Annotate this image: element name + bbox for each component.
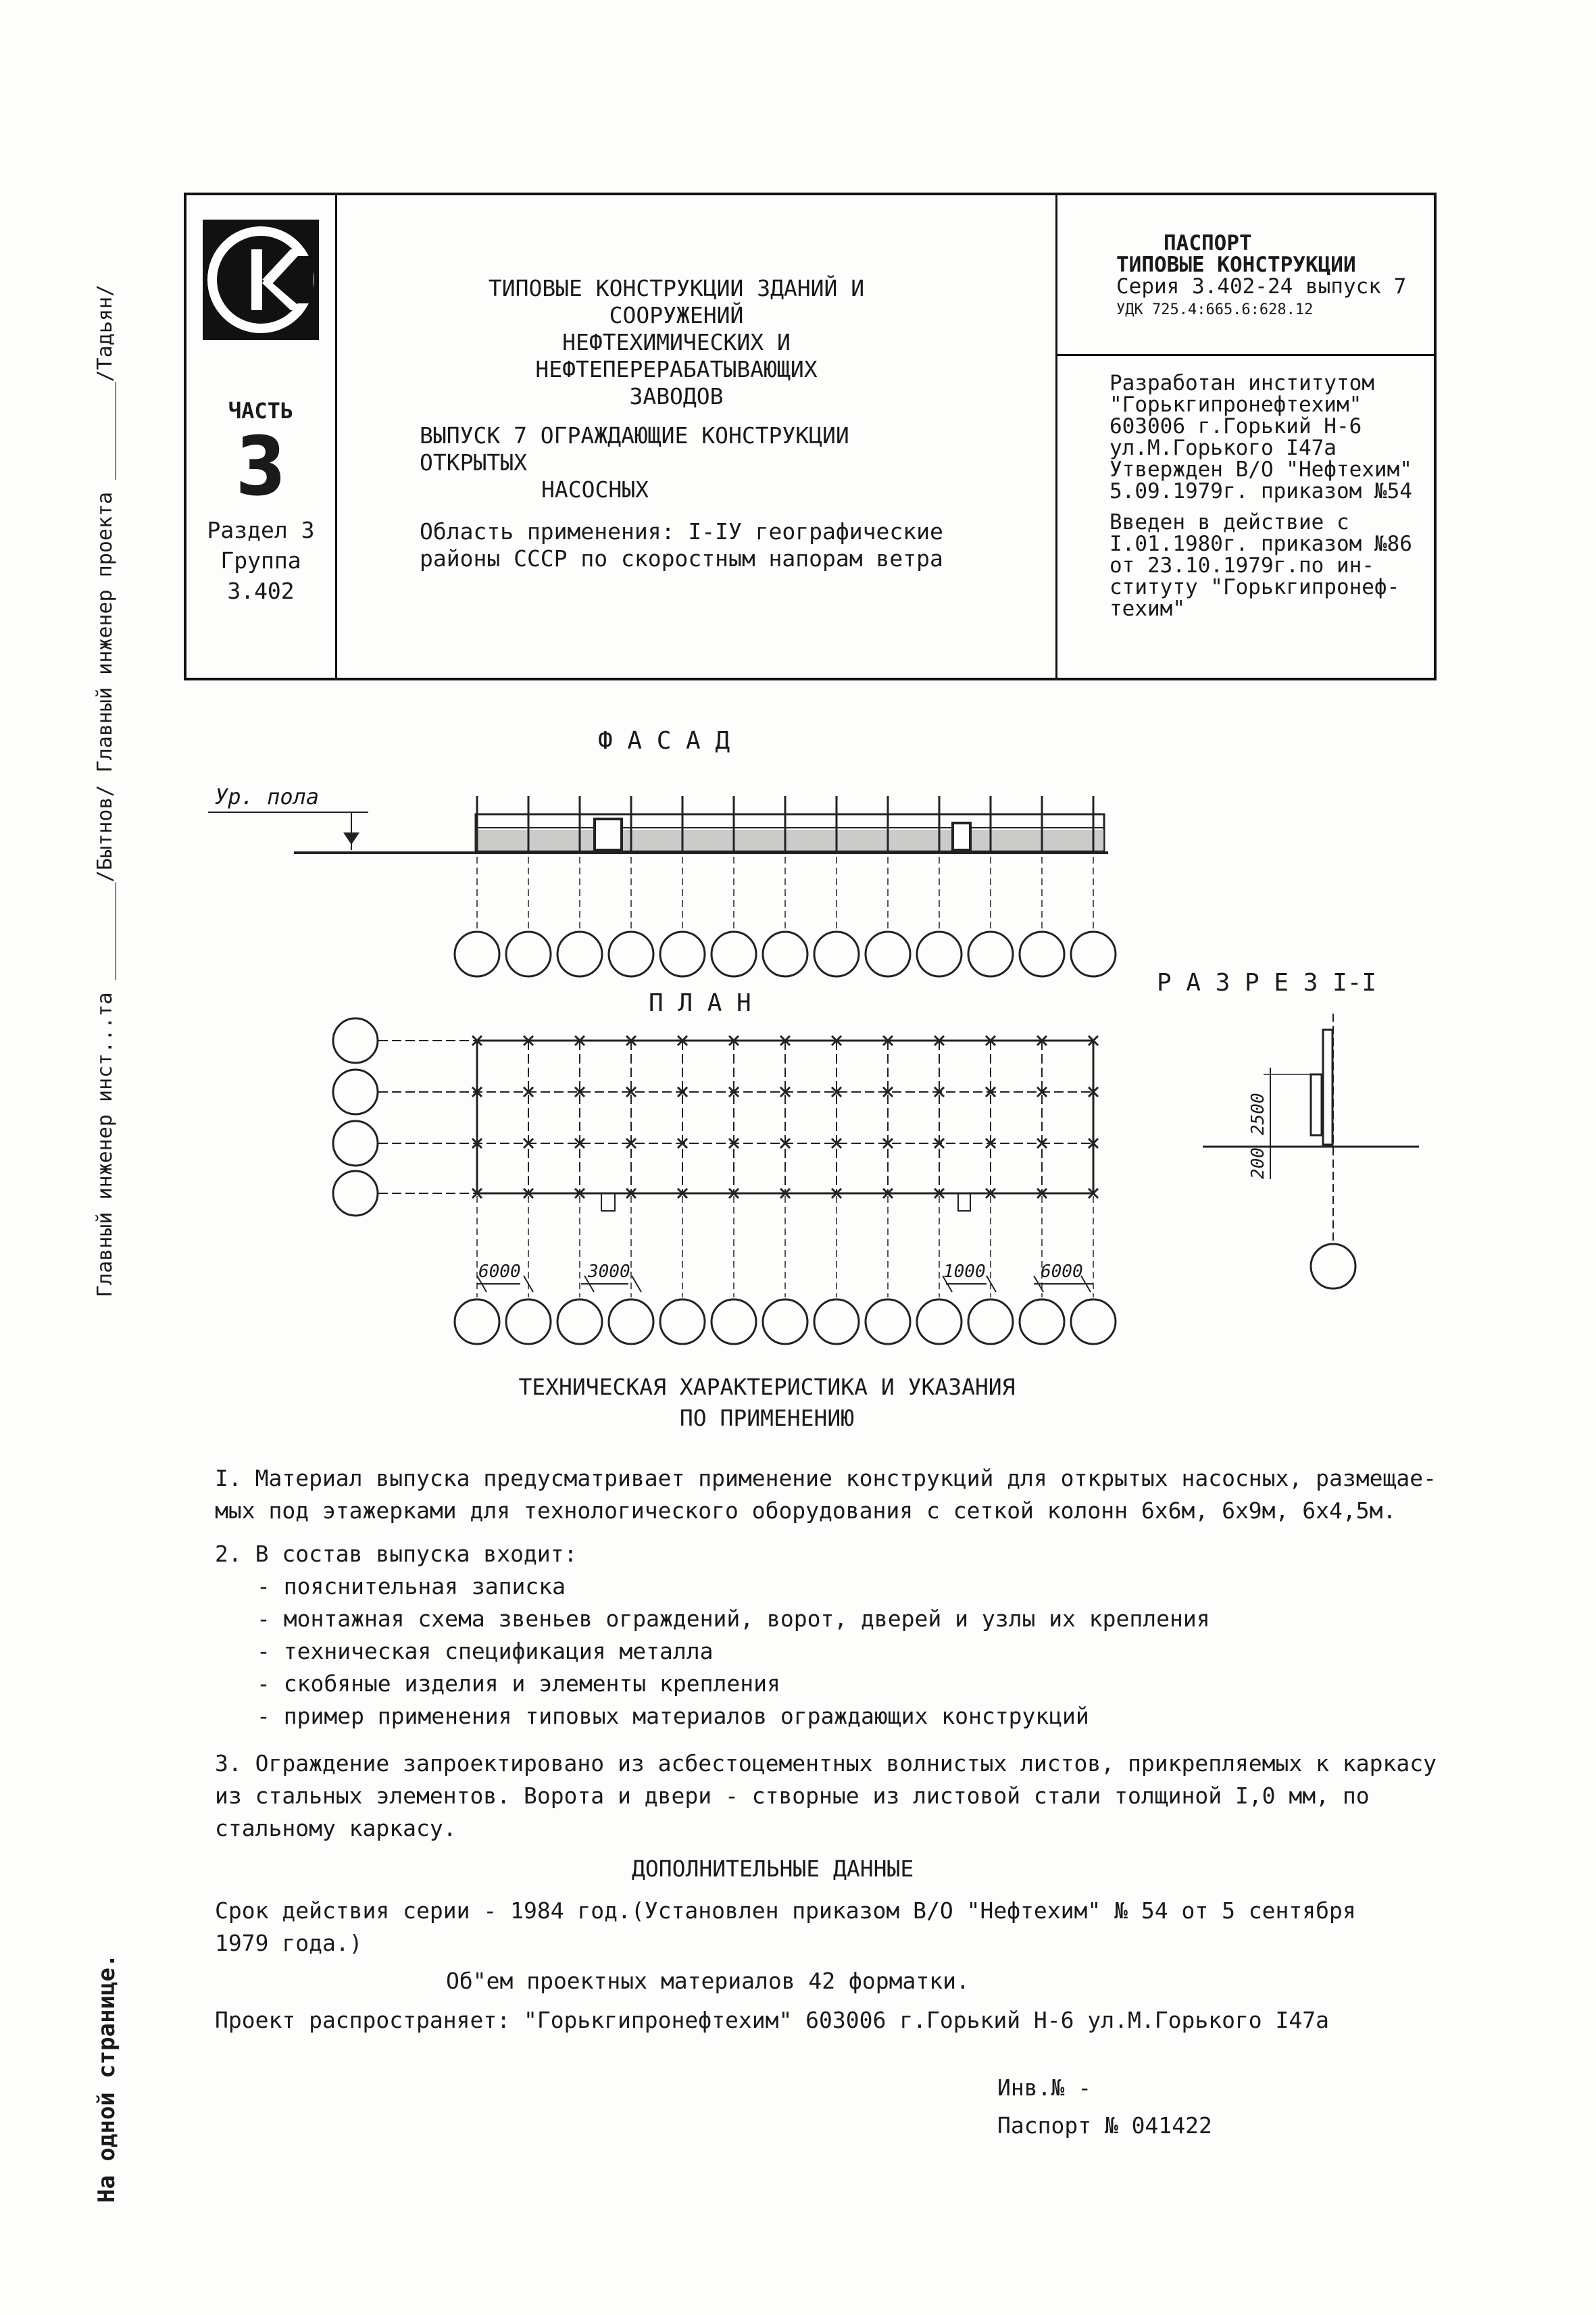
plan-axis-bubble (968, 1299, 1013, 1344)
part-label: ЧАСТЬ (228, 398, 294, 424)
facade-axis-bubble (609, 932, 653, 976)
plan-axis-bubble (660, 1299, 705, 1344)
facade-axis-bubble (660, 932, 705, 976)
plan-axis-bubble (712, 1299, 756, 1344)
spec-heading-1: ТЕХНИЧЕСКАЯ ХАРАКТЕРИСТИКА И УКАЗАНИЯ (518, 1374, 1016, 1400)
plan-axis-bubble (1020, 1299, 1064, 1344)
plan-axis-bubble (455, 1299, 499, 1344)
dim-200: 200 (1248, 1147, 1268, 1179)
section-label: Раздел 3 (207, 517, 315, 543)
passport-title: ПАСПОРТ (1164, 231, 1252, 255)
plan-axis-bubble (506, 1299, 551, 1344)
effective-line-2: I.01.1980г. приказом №86 (1109, 532, 1412, 556)
margin-on-one-page: На одной странице. (93, 1953, 120, 2203)
dim-2500: 2500 (1248, 1093, 1268, 1135)
item3-line-3: стальному каркасу. (215, 1815, 457, 1841)
plan-axis-bubble (557, 1299, 602, 1344)
developer-line-6: 5.09.1979г. приказом №54 (1109, 479, 1412, 503)
title-line-1: ТИПОВЫЕ КОНСТРУКЦИИ ЗДАНИЙ И СООРУЖЕНИЙ (488, 275, 865, 328)
item2-head: 2. В состав выпуска входит: (215, 1541, 578, 1567)
facade-axis-bubble (866, 932, 910, 976)
facade-axis-bubble (557, 932, 602, 976)
facade-axis-bubble (763, 932, 807, 976)
item3-line-2: из стальных элементов. Ворота и двери - створные из листовой стали толщиной I,0 мм, по (215, 1783, 1370, 1809)
passport-subtitle: ТИПОВЫЕ КОНСТРУКЦИИ (1116, 253, 1356, 277)
dim-3000: 3000 (588, 1262, 630, 1282)
developer-line-4: ул.М.Горького I47а (1109, 436, 1337, 460)
plan-axis-bubble (763, 1299, 807, 1344)
issue-line-2: НАСОСНЫХ (541, 476, 649, 503)
item2-list-4: - скобяные изделия и элементы крепления (257, 1670, 780, 1697)
developer-line-1: Разработан институтом (1109, 371, 1374, 395)
item2-list-2: - монтажная схема звеньев ограждений, ворот, дверей и узлы их крепления (257, 1605, 1210, 1632)
plan-row-bubble (333, 1121, 378, 1166)
distributor-line: Проект распространяет: "Горькгипронефтехим" 603006 г.Горький Н-6 ул.М.Горького I47а (215, 2007, 1330, 2033)
term-line-1: Срок действия серии - 1984 год.(Установлен приказом В/О "Нефтехим" № 54 от 5 сентября (215, 1897, 1356, 1924)
facade-axis-bubble (917, 932, 962, 976)
plan-axis-bubble (1071, 1299, 1116, 1344)
item3-line-1: 3. Ограждение запроектировано из асбестоцементных волнистых листов, прикрепляемых к каркасу (215, 1750, 1437, 1776)
extra-heading: ДОПОЛНИТЕЛЬНЫЕ ДАННЫЕ (632, 1856, 914, 1882)
facade-title: Ф А С А Д (598, 727, 730, 755)
level-label: Ур. пола (215, 784, 320, 810)
passport-series: Серия 3.402-24 выпуск 7 (1116, 274, 1407, 299)
facade-axis-bubble (814, 932, 859, 976)
plan-title: П Л А Н (649, 989, 751, 1017)
dim-6000-right: 6000 (1041, 1262, 1083, 1282)
plan-row-bubble (333, 1070, 378, 1114)
effective-line-5: техим" (1109, 597, 1185, 621)
scope-line-2: районы СССР по скоростным напорам ветра (420, 545, 943, 572)
issue-line-1: ВЫПУСК 7 ОГРАЖДАЮЩИЕ КОНСТРУКЦИИ ОТКРЫТЫХ (420, 422, 849, 476)
developer-line-5: Утвержден В/О "Нефтехим" (1109, 457, 1412, 482)
udk-code: УДК 725.4:665.6:628.12 (1116, 301, 1314, 318)
item2-list-1: - пояснительная записка (257, 1573, 566, 1599)
group-label: Группа (220, 547, 301, 574)
facade-axis-bubble (712, 932, 756, 976)
item2-list-5: - пример применения типовых материалов ограждающих конструкций (257, 1703, 1089, 1729)
facade-axis-bubble (455, 932, 499, 976)
title-line-3: ЗАВОДОВ (629, 383, 724, 409)
passport-number: Паспорт № 041422 (997, 2112, 1212, 2139)
spec-heading-2: ПО ПРИМЕНЕНИЮ (679, 1405, 855, 1431)
scope-line-1: Область применения: I-IУ географические (420, 518, 943, 545)
effective-line-3: от 23.10.1979г.по ин- (1109, 553, 1374, 578)
effective-line-1: Введен в действие с (1109, 510, 1349, 534)
inv-number: Инв.№ - (997, 2074, 1092, 2101)
item2-list-3: - техническая спецификация металла (257, 1638, 714, 1664)
title-line-2: НЕФТЕХИМИЧЕСКИХ И НЕФТЕПЕРЕРАБАТЫВАЮЩИХ (535, 329, 818, 382)
facade-axis-bubble (968, 932, 1013, 976)
item1-line-2: мых под этажерками для технологического оборудования с сеткой колонн 6х6м, 6х9м, 6х4,5м. (215, 1497, 1397, 1524)
plan-axis-bubble (866, 1299, 910, 1344)
plan-row-bubble (333, 1018, 378, 1063)
facade-axis-bubble (1020, 932, 1064, 976)
developer-line-3: 603006 г.Горький Н-6 (1109, 414, 1362, 439)
dim-6000-left: 6000 (478, 1262, 521, 1282)
plan-axis-bubble (609, 1299, 653, 1344)
part-number: 3 (235, 420, 286, 514)
developer-line-2: "Горькгипронефтехим" (1109, 393, 1362, 417)
volume-line: Об"ем проектных материалов 42 форматки. (446, 1968, 970, 1994)
facade-axis-bubble (1071, 932, 1116, 976)
effective-line-4: ституту "Горькгипронеф- (1109, 575, 1400, 599)
term-line-2: 1979 года.) (215, 1930, 363, 1956)
plan-axis-bubble (814, 1299, 859, 1344)
group-number: 3.402 (227, 578, 295, 604)
plan-row-bubble (333, 1171, 378, 1216)
facade-axis-bubble (506, 932, 551, 976)
section-title: Р А З Р Е З I-I (1157, 969, 1377, 997)
dim-1000: 1000 (943, 1262, 986, 1282)
plan-axis-bubble (917, 1299, 962, 1344)
item1-line-1: I. Материал выпуска предусматривает применение конструкций для открытых насосных, размещае- (215, 1465, 1437, 1491)
margin-signatures: Главный инженер инст...та ________/Бытнов/ Главный инженер проекта ________/Тадьян/ (93, 284, 117, 1297)
